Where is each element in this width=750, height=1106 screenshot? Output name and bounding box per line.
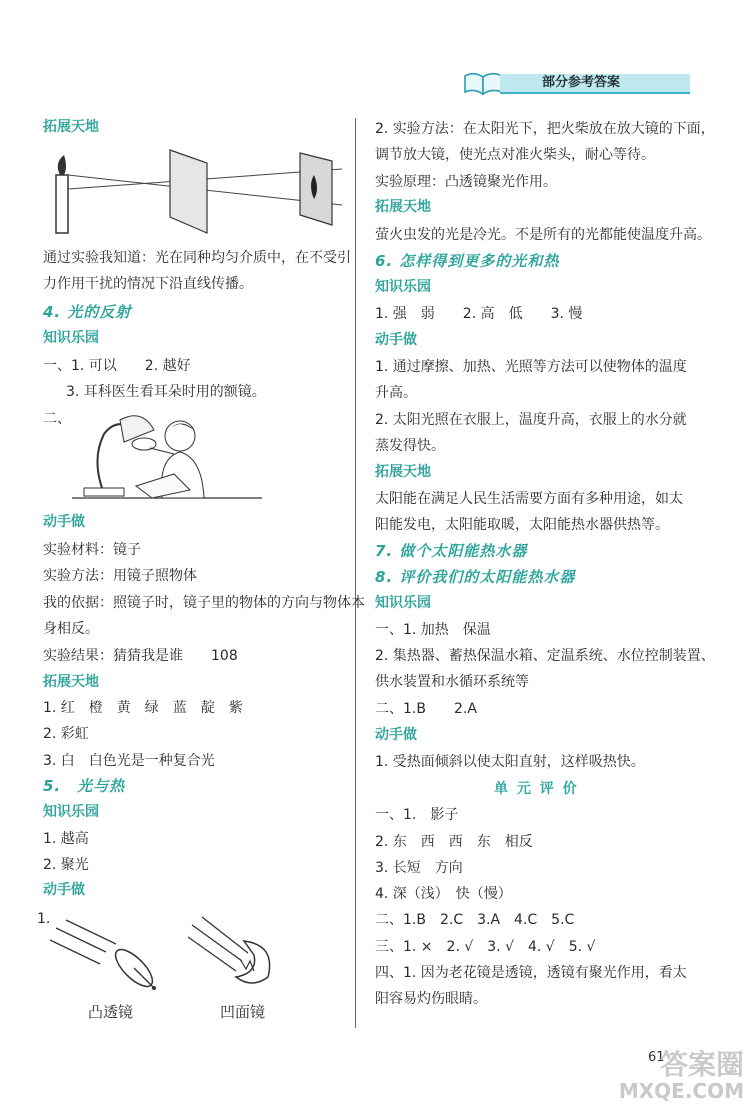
text-line: 实验材料：镜子 [43,542,141,558]
text-line: 阳容易灼伤眼睛。 [375,991,487,1007]
girl-head [165,421,195,451]
heading-tuozhan: 拓展天地 [375,199,431,215]
text-line: 身相反。 [43,621,99,637]
text-line: 2. 太阳光照在衣服上，温度升高，衣服上的水分就 [375,412,687,428]
answer-line: 四、1. 因为老花镜是透镜，透镜有聚光作用，看太 [375,965,687,981]
lens-label: 凸透镜 [88,1003,134,1021]
heading-zhishi: 知识乐园 [43,804,99,820]
section-heading: 4. 光的反射 [43,303,132,321]
text-line: 萤火虫发的光是冷光。不是所有的光都能使温度升高。 [375,227,711,243]
answer-line: 1. [37,911,51,927]
heading-dongshou: 动手做 [43,882,85,898]
text-line: 蒸发得快。 [375,438,445,454]
answer-line: 3. 耳科医生看耳朵时用的额镜。 [66,384,266,400]
answer-line: 二、1.B 2.A [375,701,477,717]
answer-line: 2. 东 西 西 东 相反 [375,834,533,850]
text-line: 2. 集热器、蓄热保温水箱、定温系统、水位控制装置、 [375,648,715,664]
answer-line: 2. 彩虹 [43,726,89,742]
candle-flame-icon [58,155,66,175]
heading-zhishi: 知识乐园 [375,595,431,611]
concave-mirror-diagram [188,915,288,995]
section-heading: 7. 做个太阳能热水器 [375,542,528,560]
heading-zhishi: 知识乐园 [43,330,99,346]
answer-line: 1. 红 橙 黄 绿 蓝 靛 紫 [43,700,243,716]
watermark-logo: 答案圈 [659,1048,744,1081]
section-heading: 6. 怎样得到更多的光和热 [375,252,560,270]
text-line: 1. 通过摩擦、加热、光照等方法可以使物体的温度 [375,359,687,375]
text-line: 力作用干扰的情况下沿直线传播。 [43,276,253,292]
header-banner [462,70,690,96]
answer-line: 2. 聚光 [43,857,89,873]
heading-zhishi: 知识乐园 [375,279,431,295]
unit-review-heading: 单 元 评 价 [494,781,579,797]
answer-line: 二、1.B 2.C 3.A 4.C 5.C [375,912,575,928]
text-line: 实验结果：猜猜我是谁 108 [43,648,238,664]
banner-title: 部分参考答案 [542,75,621,90]
answer-line: 二、 [43,411,71,427]
card-screen [170,150,207,233]
answer-line: 3. 白 白色光是一种复合光 [43,753,215,769]
text-line: 2. 实验方法：在太阳光下，把火柴放在放大镜的下面， [375,121,715,137]
light-straight-diagram [42,145,342,235]
convex-lens-diagram [50,918,170,998]
mirror-reading-illustration [62,408,262,503]
text-line: 通过实验我知道：光在同种均匀介质中，在不受引 [43,250,351,266]
answer-line: 一、1. 可以 2. 越好 [43,358,191,374]
answer-line: 1. 越高 [43,831,89,847]
candle-icon [56,175,68,233]
text-line: 供水装置和水循环系统等 [375,674,529,690]
column-divider [355,118,356,1028]
text-line: 升高。 [375,385,417,401]
answer-line: 三、1. × 2. √ 3. √ 4. √ 5. √ [375,939,596,955]
text-line: 1. 受热面倾斜以使太阳直射，这样吸热快。 [375,754,645,770]
section-heading: 8. 评价我们的太阳能热水器 [375,568,576,586]
section-heading: 5. 光与热 [43,777,126,795]
answer-line: 3. 长短 方向 [375,860,463,876]
answer-line: 一、1. 加热 保温 [375,622,491,638]
page-number: 61 [648,1050,665,1065]
mirror-label: 凹面镜 [220,1003,266,1021]
heading-tuozhan: 拓展天地 [43,674,99,690]
heading-dongshou: 动手做 [375,727,417,743]
answer-line: 一、1. 影子 [375,807,459,823]
text-line: 我的依据：照镜子时，镜子里的物体的方向与物体本 [43,595,365,611]
watermark-url: MXQE.COM [618,1079,744,1103]
text-line: 阳能发电，太阳能取暖，太阳能热水器供热等。 [375,517,669,533]
answer-line: 4. 深（浅） 快（慢） [375,886,512,902]
heading-dongshou: 动手做 [43,514,85,530]
text-line: 实验原理：凸透镜聚光作用。 [375,174,557,190]
watermark [619,1050,744,1102]
text-line: 实验方法：用镜子照物体 [43,568,197,584]
text-line: 调节放大镜，使光点对准火柴头，耐心等待。 [375,147,655,163]
heading-dongshou: 动手做 [375,332,417,348]
text-line: 太阳能在满足人民生活需要方面有多种用途，如太 [375,491,683,507]
heading-tuozhan: 拓展天地 [375,464,431,480]
heading-tuozhan: 拓展天地 [43,119,99,135]
answer-line: 1. 强 弱 2. 高 低 3. 慢 [375,306,583,322]
